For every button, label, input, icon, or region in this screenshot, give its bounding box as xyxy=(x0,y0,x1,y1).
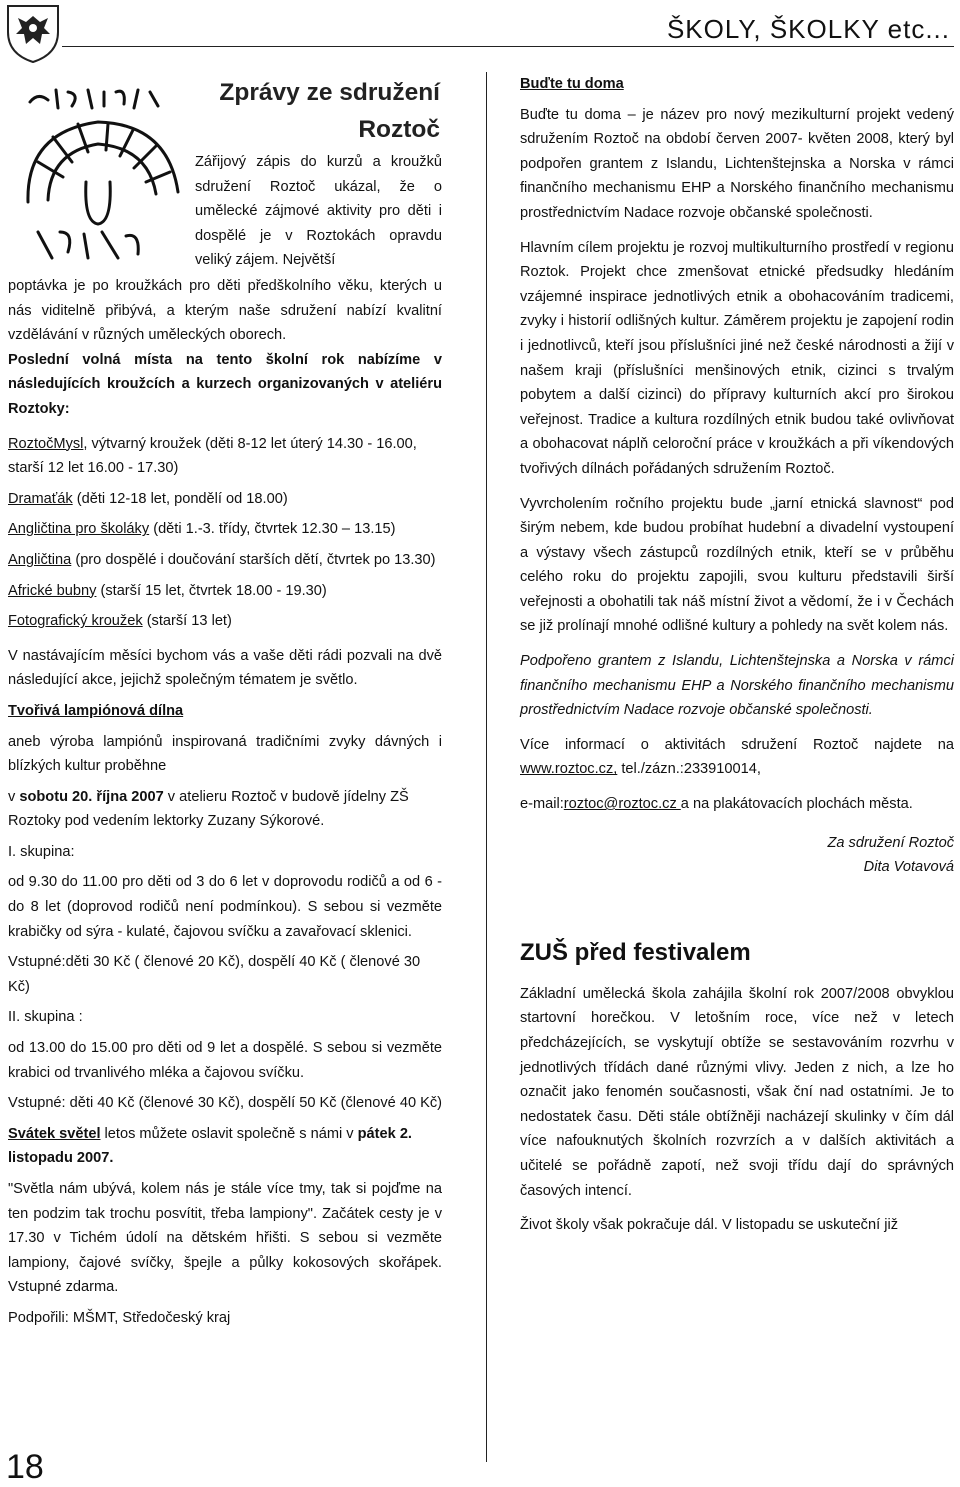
course-desc: (starší 13 let) xyxy=(142,613,232,630)
supported-by: Podpořili: MŠMT, Středočeský kraj xyxy=(8,1309,231,1326)
intro-paragraph: Zářijový zápis do kurzů a kroužků sdružení Roztoč ukázal, že o umělecké zájmové aktivity pro děti i dospělé je v Roztokách opravdu veliký zájem. Největší xyxy=(195,154,442,269)
workshop-date xyxy=(8,785,442,834)
group1-label: I. skupina: xyxy=(8,843,75,860)
course-desc: (děti 12-18 let, pondělí od 18.00) xyxy=(72,490,288,507)
course-name: Africké bubny xyxy=(8,582,97,599)
group2-text: od 13.00 do 15.00 pro děti od 9 let a dospělé. S sebou si vezměte krabici od trvanlivého mléka a čajovou svíčku. xyxy=(8,1040,442,1081)
course-desc: , výtvarný kroužek (děti 8-12 let úterý 14.30 - 16.00, starší 12 let 16.00 - 17.30) xyxy=(8,435,417,477)
page-number: 18 xyxy=(6,1448,44,1486)
coat-of-arms-icon xyxy=(4,2,62,64)
invite-paragraph: V nastávajícím měsíci bychom vás a vaše děti rádi pozvali na dvě následující akce, jejichž společným tématem je světlo. xyxy=(8,647,442,689)
zus-paragraph-2: Život školy však pokračuje dál. V listopadu se uskuteční již xyxy=(520,1217,898,1234)
zus-paragraph-1: Základní umělecká škola zahájila školní rok 2007/2008 obvyklou startovní horečkou. V letošním roce, více než v letech předcházejících, se vyskytují obtíže se sestavováním rozvrhu v jednotlivých třídách dané různými vlivy. Jeden z nich, a lze ho označit jako fenomén současnosti, však ční nad ostatními. Je to nedostatek času. Děti stále obtížněji nacházejí skulinky v čím dál více nafouknutých školních rozvrzích a v dalších aktivitách a učitelé se pořádně zapotí, než svoji třídu dají do správných časových intencí. xyxy=(520,985,954,1199)
header-rule xyxy=(62,46,954,47)
course-desc: (děti 1.-3. třídy, čtvrtek 12.30 – 13.15) xyxy=(149,521,396,538)
section-title: ŠKOLY, ŠKOLKY etc... xyxy=(666,14,950,44)
date-post: v atelieru Roztoč v budově jídelny ZŠ Roztoky pod vedením lektorky Zuzany Sýkorové. xyxy=(8,788,409,830)
festival-mid: letos můžete oslavit společně s námi v xyxy=(100,1125,358,1142)
group2-label: II. skupina : xyxy=(8,1009,83,1026)
date-pre: v xyxy=(8,788,20,805)
course-name: RoztočMysl xyxy=(8,435,84,452)
phone-text: tel./zázn.:233910014, xyxy=(617,761,761,778)
right-heading: Buďte tu doma xyxy=(520,76,624,92)
course-name: Fotografický kroužek xyxy=(8,613,143,630)
signature-org: Za sdružení Roztoč xyxy=(827,834,954,851)
workshop-title: Tvořivá lampiónová dílna xyxy=(8,702,184,719)
email-info xyxy=(520,792,954,817)
zus-heading: ZUŠ před festivalem xyxy=(520,938,751,966)
signature-name: Dita Votavová xyxy=(863,859,954,876)
email-label: e-mail: xyxy=(520,796,564,813)
more-info xyxy=(520,733,954,782)
festival-paragraph xyxy=(8,1122,442,1171)
website-link[interactable]: www.roztoc.cz, xyxy=(520,761,618,778)
course-item xyxy=(8,548,442,573)
group2-fee: Vstupné: děti 40 Kč (členové 30 Kč), dospělí 50 Kč (členové 40 Kč) xyxy=(8,1095,443,1112)
course-desc: (starší 15 let, čtvrtek 18.00 - 19.30) xyxy=(96,582,327,599)
right-paragraph-1: Buďte tu doma – je název pro nový mezikulturní projekt vedený sdružením Roztoč na období červen 2007- květen 2008, který byl podpořen grantem z Islandu, Lichtenštejnska a Norska v rámci finančního mechanismu EHP a Norského finančního mechanismu prostřednictvím Nadace rozvoje občanské společnosti. xyxy=(520,106,954,221)
more-info-pre: Více informací o aktivitách sdružení Roztoč najdete na xyxy=(520,736,954,753)
festival-quote: "Světla nám ubývá, kolem nás je stále více tmy, tak si pojďme na ten podzim tak trochu posvítit, třeba lampiony". Začátek cesty je v 17.30 v Tichém údolí na dětském hřišti. S sebou si vezměte lampiony, čajové svíčky, špejle a půlky kokosových skořápek. Vstupné zdarma. xyxy=(8,1181,442,1296)
course-name: Angličtina pro školáky xyxy=(8,521,150,538)
email-post: a na plakátovacích plochách města. xyxy=(680,796,913,813)
article-title: Zprávy ze sdružení Roztoč xyxy=(219,79,440,143)
group1-fee: Vstupné:děti 30 Kč ( členové 20 Kč), dospělí 40 Kč ( členové 30 Kč) xyxy=(8,954,421,995)
right-paragraph-3: Vyvrcholením ročního projektu bude „jarní etnická slavnost“ pod širým nebem, kde budou probíhat hudební a divadelní vystoupení a výstavy všech zástupců rozdílných etnik, kteří se v průběhu celého roku do projektu zapojili, svou kulturu představili širší veřejnosti a obohatili tak náš místní život a vědomí, že i v Čechách se již prolínají mnohé odlišné kultury a pohledy na svět kolem nás. xyxy=(520,495,954,635)
festival-date: pátek 2. listopadu 2007. xyxy=(8,1125,412,1167)
grant-note: Podpořeno grantem z Islandu, Lichtenštejnska a Norska v rámci finančního mechanismu EHP a Norského finančního mechanismu prostřednictvím Nadace rozvoje občanské společnosti. xyxy=(520,653,954,719)
date-saturday: sobotu 20. xyxy=(19,788,93,805)
course-item xyxy=(8,487,442,512)
group1-text: od 9.30 do 11.00 pro děti od 3 do 6 let v doprovodu rodičů a od 6 - do 8 let (doprovod rodičů není podmínkou). S sebou si vezměte krabičky od sýra - kulaté, čajovou svíčku a zavařovací sklenici. xyxy=(8,874,442,940)
workshop-desc: aneb výroba lampiónů inspirovaná tradičními zvyky dávných i blízkých kultur proběhne xyxy=(8,733,442,775)
course-desc: (pro dospělé i doučování starších dětí, čtvrtek po 13.30) xyxy=(71,551,436,568)
places-heading: Poslední volná místa na tento školní rok nabízíme v následujících kroužcích a kurzech organizovaných v ateliéru Roztoky: xyxy=(8,351,442,417)
course-item xyxy=(8,579,442,604)
course-item xyxy=(8,432,442,481)
column-divider xyxy=(486,72,487,1462)
festival-title: Svátek světel xyxy=(8,1125,101,1142)
right-column xyxy=(520,72,954,1238)
left-column xyxy=(8,274,442,1331)
course-name: Angličtina xyxy=(8,551,72,568)
right-paragraph-2: Hlavním cílem projektu je rozvoj multikulturního prostředí v regionu Roztok. Projekt chce zmenšovat etnické předsudky hledáním vzájemné inspirace jednotlivých etnik a obohacováním tradicemi, zvyky i historií odlišných kultur. Záměrem projektu je zapojení rodin i jednotlivců, kteří jsou příslušníci jiné než české národnosti a žijí v našem kraji (příslušníci menšinových etnik, cizinci s trvalým pobytem a další cizinci) do přípravy kulturních akcí pro širokou veřejnost. Tradice a kultura rozdílných etnik budou také ovlivňovat a obohacovat náplň celoroční práce v kroužkách a při víkendových tvořivých dílnách pořádaných sdružením Roztoč. xyxy=(520,239,954,477)
course-item xyxy=(8,609,442,634)
intro-continuation: poptávka je po kroužkách pro děti předškolního věku, kterých u nás viditelně přibývá, a kterým naše sdružení nabízí kvalitní vzdělávání v různých uměleckých oborech. xyxy=(8,278,442,344)
date-october: října 2007 xyxy=(96,788,164,805)
roztoc-logo xyxy=(8,82,190,264)
email-link[interactable]: roztoc@roztoc.cz xyxy=(563,796,681,813)
course-item xyxy=(8,517,442,542)
course-name: Dramaťák xyxy=(8,490,73,507)
